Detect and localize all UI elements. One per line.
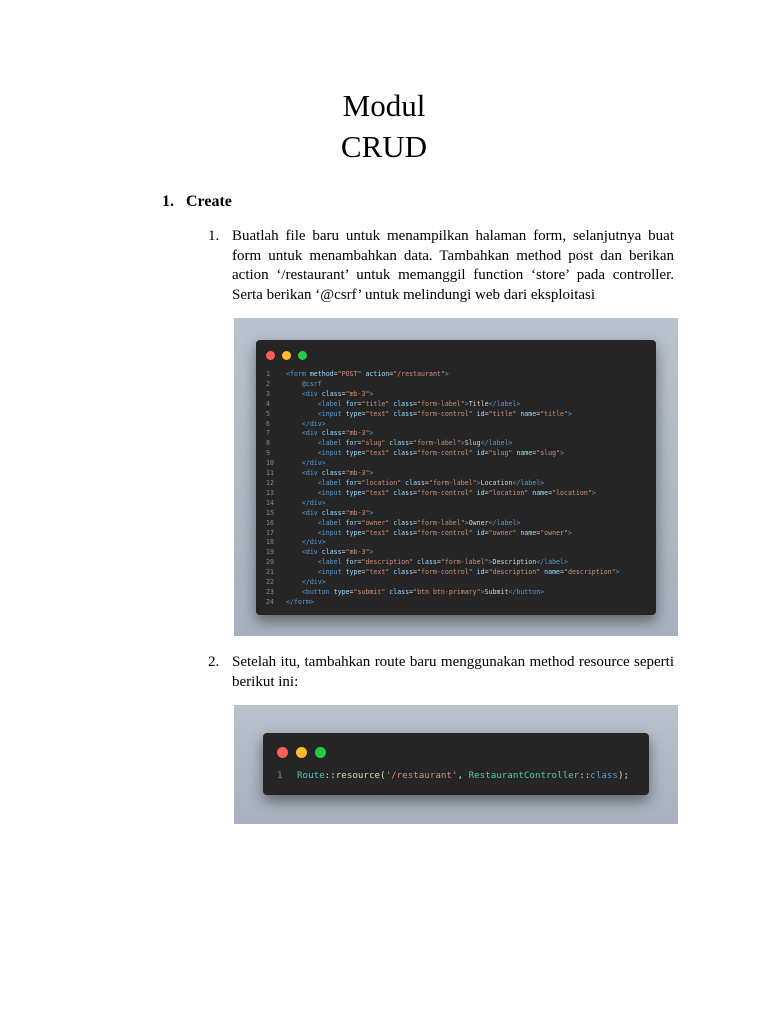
- code-token: [286, 578, 302, 586]
- line-number: 3: [266, 389, 270, 398]
- code-token: </form>: [286, 597, 314, 606]
- code-token: <input: [317, 409, 346, 418]
- code-token: class: [413, 558, 437, 567]
- code-line: [266, 380, 620, 390]
- code-token: for: [345, 518, 358, 527]
- code-token: "form-label": [428, 478, 477, 487]
- code-line: [266, 459, 620, 469]
- code-line: [266, 578, 620, 588]
- code-token: class: [321, 548, 342, 557]
- code-token: </label>: [480, 439, 513, 448]
- code-token: =: [413, 518, 418, 527]
- code-token: ,: [457, 770, 469, 781]
- code-token: =: [413, 528, 418, 537]
- code-token: [286, 410, 318, 418]
- code-token: =: [560, 568, 565, 577]
- line-number: 18: [266, 538, 274, 547]
- code-token: [286, 538, 302, 546]
- code-line: [266, 598, 620, 608]
- code-token: <div: [301, 469, 322, 478]
- code-token: >: [460, 439, 465, 448]
- code-token: [286, 449, 318, 457]
- code-token: =: [349, 587, 354, 596]
- code-token: type: [345, 568, 362, 577]
- code-token: "btn btn-primary": [413, 587, 481, 596]
- code-token: "form-control": [417, 528, 473, 537]
- code-token: >: [476, 478, 481, 487]
- line-number: 1: [266, 370, 270, 378]
- code-token: [286, 400, 318, 408]
- code-token: >: [591, 488, 596, 497]
- code-token: );: [617, 770, 630, 781]
- code-token: [286, 588, 302, 596]
- code-token: =: [341, 548, 346, 557]
- code-line: [266, 499, 620, 509]
- code-token: "mb-3": [345, 389, 370, 398]
- code-token: "location": [552, 488, 592, 497]
- code-window: [263, 733, 649, 795]
- code-token: >: [615, 568, 620, 577]
- code-token: </div>: [301, 538, 326, 547]
- code-token: "slug": [536, 449, 561, 458]
- code-token: "text": [365, 488, 390, 497]
- code-token: >: [488, 558, 493, 567]
- step-number: 2.: [208, 654, 220, 670]
- code-token: =: [532, 449, 537, 458]
- code-token: =: [413, 568, 418, 577]
- code-token: "owner": [540, 528, 568, 537]
- code-token: for: [345, 439, 358, 448]
- code-token: "mb-3": [345, 469, 370, 478]
- code-token: class: [590, 770, 618, 781]
- step-item: [208, 227, 674, 305]
- code-token: ::: [324, 770, 336, 781]
- code-token: =: [413, 488, 418, 497]
- code-token: =: [357, 518, 362, 527]
- code-token: class: [321, 469, 342, 478]
- line-number: 1: [277, 770, 283, 781]
- code-token: </label>: [488, 518, 521, 527]
- code-token: </label>: [488, 399, 521, 408]
- code-token: [286, 568, 318, 576]
- code-token: =: [357, 558, 362, 567]
- code-token: action: [361, 370, 390, 378]
- code-token: name: [516, 528, 537, 537]
- code-token: "location": [488, 488, 529, 497]
- code-token: (: [380, 770, 386, 781]
- code-token: "mb-3": [345, 429, 370, 438]
- code-line: [277, 770, 629, 782]
- code-token: "owner": [361, 518, 390, 527]
- page-title-line-1: Modul: [342, 88, 426, 123]
- code-token: class: [321, 508, 342, 517]
- code-token: class: [389, 449, 414, 458]
- maximize-dot-icon: [298, 351, 307, 360]
- maximize-dot-icon: [315, 747, 326, 758]
- code-token: name: [516, 409, 537, 418]
- code-token: type: [345, 488, 362, 497]
- line-number: 10: [266, 459, 274, 468]
- code-token: class: [389, 399, 414, 408]
- line-number: 8: [266, 439, 270, 448]
- code-token: [286, 479, 318, 487]
- code-token: Route: [297, 770, 325, 781]
- window-controls: [266, 351, 307, 360]
- code-token: =: [361, 409, 366, 418]
- section-number: 1.: [162, 193, 174, 210]
- code-token: =: [484, 449, 489, 458]
- code-token: =: [357, 399, 362, 408]
- code-token: for: [345, 399, 358, 408]
- code-line: [266, 449, 620, 459]
- code-token: type: [345, 409, 362, 418]
- code-token: </label>: [512, 478, 545, 487]
- code-token: =: [341, 469, 346, 478]
- code-line: [266, 410, 620, 420]
- code-token: class: [321, 389, 342, 398]
- code-token: </label>: [536, 558, 568, 567]
- code-token: class: [401, 478, 425, 487]
- code-token: >: [369, 389, 374, 398]
- code-token: "owner": [488, 528, 517, 537]
- page-title-line-2: CRUD: [340, 129, 428, 164]
- code-block: [277, 770, 629, 782]
- code-token: class: [385, 587, 410, 596]
- code-token: RestaurantController: [468, 770, 580, 781]
- code-token: <label: [317, 399, 346, 408]
- code-token: class: [389, 528, 414, 537]
- code-token: =: [357, 478, 362, 487]
- code-token: name: [512, 449, 533, 458]
- code-token: =: [536, 528, 541, 537]
- code-line: [266, 469, 620, 479]
- code-token: "form-label": [417, 518, 465, 527]
- code-line: [266, 390, 620, 400]
- code-token: "form-control": [417, 488, 473, 497]
- code-token: type: [345, 449, 362, 458]
- step-text: Buatlah file baru untuk menampilkan halaman form, selanjutnya buat form untuk menambahkan data. Tambahkan method post dan berikan action ‘/restaurant’ untuk memanggil function ‘store’ pada controller. Serta berikan ‘@csrf’ untuk melindungi web dari eksploitasi: [232, 228, 674, 303]
- code-token: <label: [317, 518, 346, 527]
- code-token: =: [425, 478, 429, 487]
- code-token: "slug": [361, 439, 386, 448]
- code-token: =: [413, 399, 418, 408]
- code-token: class: [389, 518, 414, 527]
- line-number: 17: [266, 528, 274, 537]
- code-token: >: [369, 508, 374, 517]
- code-token: =: [413, 449, 418, 458]
- code-token: "text": [365, 568, 390, 577]
- code-token: =: [484, 528, 489, 537]
- line-number: 11: [266, 469, 274, 478]
- code-token: id: [472, 568, 485, 577]
- code-line: [266, 439, 620, 449]
- code-token: =: [413, 409, 418, 418]
- code-token: <button: [301, 587, 334, 596]
- code-token: </div>: [301, 578, 326, 587]
- code-token: "form-control": [417, 449, 473, 458]
- code-line: [266, 400, 620, 410]
- code-token: =: [361, 568, 366, 577]
- code-token: [286, 459, 302, 467]
- code-token: =: [357, 439, 362, 448]
- code-token: [286, 429, 302, 437]
- code-token: [286, 439, 318, 447]
- minimize-dot-icon: [296, 747, 307, 758]
- line-number: 16: [266, 518, 274, 527]
- code-line: [266, 548, 620, 558]
- code-window: [256, 340, 656, 615]
- code-token: =: [361, 449, 366, 458]
- code-token: Submit: [484, 587, 509, 596]
- code-token: method: [309, 370, 334, 378]
- code-token: [286, 420, 302, 428]
- code-token: <input: [317, 568, 346, 577]
- code-token: <form: [286, 370, 310, 378]
- code-token: "form-label": [417, 399, 465, 408]
- code-token: [286, 489, 318, 497]
- code-token: for: [345, 478, 358, 487]
- code-line: [266, 479, 620, 489]
- code-screenshot-route: [234, 705, 678, 824]
- line-number: 12: [266, 478, 274, 487]
- code-line: [266, 420, 620, 430]
- code-token: ::: [579, 770, 591, 781]
- code-token: =: [484, 409, 489, 418]
- code-token: "description": [361, 558, 414, 567]
- line-number: 7: [266, 429, 270, 438]
- code-token: class: [385, 439, 410, 448]
- code-token: <label: [317, 478, 346, 487]
- code-token: </div>: [301, 498, 326, 507]
- code-token: <label: [317, 558, 346, 567]
- code-token: "text": [365, 528, 390, 537]
- code-token: type: [333, 587, 350, 596]
- code-token: <label: [317, 439, 346, 448]
- step-number: 1.: [208, 228, 220, 244]
- code-token: "title": [488, 409, 517, 418]
- code-token: "title": [361, 399, 390, 408]
- code-line: [266, 519, 620, 529]
- code-token: Description: [492, 558, 537, 567]
- code-token: "/restaurant": [393, 370, 445, 378]
- code-token: [286, 509, 302, 517]
- code-token: [286, 499, 302, 507]
- code-token: >: [464, 518, 469, 527]
- code-token: >: [444, 370, 449, 378]
- code-token: >: [464, 399, 469, 408]
- close-dot-icon: [277, 747, 288, 758]
- code-token: "text": [365, 409, 390, 418]
- code-token: "location": [361, 478, 402, 487]
- code-token: =: [341, 429, 346, 438]
- code-token: [286, 529, 318, 537]
- code-token: "form-control": [417, 568, 473, 577]
- code-token: id: [472, 528, 485, 537]
- code-token: =: [361, 488, 366, 497]
- code-token: [286, 519, 318, 527]
- code-token: [286, 548, 302, 556]
- code-token: id: [472, 449, 485, 458]
- code-token: "submit": [353, 587, 386, 596]
- code-line: [266, 529, 620, 539]
- code-token: >: [369, 429, 374, 438]
- line-number: 15: [266, 508, 274, 517]
- line-number: 20: [266, 558, 274, 567]
- code-token: Title: [468, 399, 489, 408]
- step-text: Setelah itu, tambahkan route baru menggunakan method resource seperti berikut ini:: [232, 654, 674, 690]
- code-token: "form-control": [417, 409, 473, 418]
- code-token: =: [484, 488, 489, 497]
- code-line: [266, 489, 620, 499]
- code-token: </button>: [508, 587, 545, 596]
- code-token: [286, 558, 318, 566]
- code-line: [266, 588, 620, 598]
- code-token: <div: [301, 548, 322, 557]
- code-token: <input: [317, 528, 346, 537]
- code-token: id: [472, 488, 485, 497]
- code-token: "slug": [488, 449, 513, 458]
- close-dot-icon: [266, 351, 275, 360]
- code-token: [286, 380, 302, 388]
- line-number: 21: [266, 568, 274, 577]
- code-token: </div>: [301, 419, 326, 428]
- step-item: [208, 653, 674, 692]
- code-token: "description": [488, 568, 541, 577]
- minimize-dot-icon: [282, 351, 291, 360]
- code-token: "form-label": [413, 439, 461, 448]
- code-token: "description": [564, 568, 616, 577]
- code-token: =: [341, 508, 346, 517]
- code-token: resource: [335, 770, 381, 781]
- code-token: >: [480, 587, 485, 596]
- line-number: 4: [266, 399, 270, 408]
- window-controls: [277, 747, 326, 758]
- line-number: 2: [266, 379, 270, 388]
- code-token: <input: [317, 488, 346, 497]
- code-token: >: [568, 528, 572, 537]
- code-token: name: [540, 568, 561, 577]
- code-line: [266, 538, 620, 548]
- code-token: Slug: [464, 439, 481, 448]
- code-token: '/restaurant': [385, 770, 458, 781]
- code-token: <div: [301, 508, 322, 517]
- code-token: "title": [540, 409, 568, 418]
- code-token: =: [341, 389, 346, 398]
- code-token: >: [369, 548, 374, 557]
- code-token: class: [389, 568, 414, 577]
- code-token: id: [472, 409, 485, 418]
- code-token: >: [568, 409, 572, 418]
- code-token: name: [528, 488, 549, 497]
- line-number: 14: [266, 498, 274, 507]
- code-token: <input: [317, 449, 346, 458]
- code-token: </div>: [301, 459, 326, 468]
- code-screenshot-form: [234, 318, 678, 636]
- code-token: "mb-3": [345, 508, 370, 517]
- code-token: <div: [301, 389, 322, 398]
- code-line: [266, 568, 620, 578]
- code-token: =: [361, 528, 366, 537]
- code-token: [286, 469, 302, 477]
- code-token: =: [436, 558, 441, 567]
- code-token: class: [389, 409, 414, 418]
- code-line: [266, 370, 620, 380]
- code-token: <div: [301, 429, 322, 438]
- code-token: =: [484, 568, 489, 577]
- code-token: Location: [480, 478, 513, 487]
- code-token: for: [345, 558, 358, 567]
- code-token: =: [548, 488, 553, 497]
- code-token: class: [321, 429, 342, 438]
- line-number: 5: [266, 409, 270, 418]
- code-token: >: [369, 469, 374, 478]
- line-number: 9: [266, 449, 270, 458]
- line-number: 19: [266, 548, 274, 557]
- code-token: >: [560, 449, 565, 458]
- code-token: @csrf: [301, 379, 322, 388]
- code-token: =: [536, 409, 541, 418]
- code-token: type: [345, 528, 362, 537]
- code-line: [266, 509, 620, 519]
- line-number: 6: [266, 419, 270, 428]
- section-heading: [162, 193, 232, 211]
- code-token: Owner: [468, 518, 489, 527]
- line-number: 24: [266, 597, 274, 606]
- code-token: "text": [365, 449, 390, 458]
- code-block: [266, 370, 620, 608]
- code-token: [286, 390, 302, 398]
- code-token: =: [333, 370, 338, 378]
- code-token: "form-label": [440, 558, 489, 567]
- section-label: Create: [186, 193, 232, 210]
- code-line: [266, 558, 620, 568]
- code-token: "POST": [337, 370, 362, 378]
- line-number: 23: [266, 587, 274, 596]
- line-number: 22: [266, 578, 274, 587]
- code-token: class: [389, 488, 414, 497]
- code-line: [266, 429, 620, 439]
- line-number: 13: [266, 488, 274, 497]
- code-token: =: [409, 439, 414, 448]
- code-token: =: [409, 587, 414, 596]
- code-token: "mb-3": [345, 548, 370, 557]
- code-token: =: [389, 370, 394, 378]
